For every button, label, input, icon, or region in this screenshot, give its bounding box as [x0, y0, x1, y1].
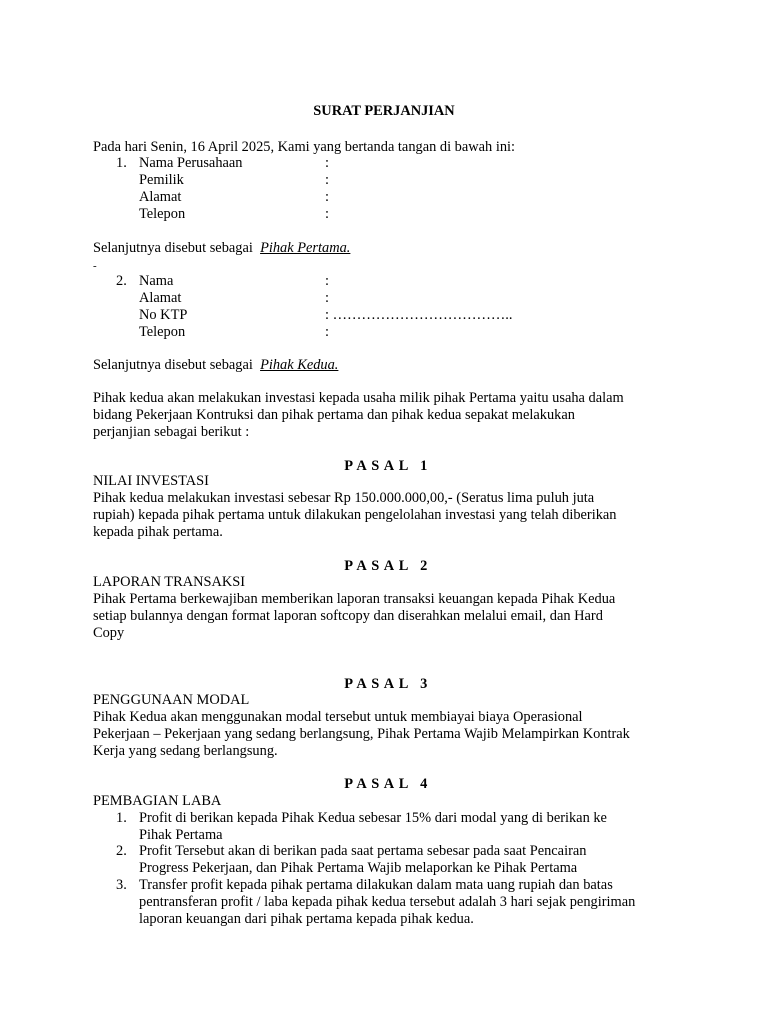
intro-line: Pihak kedua akan melakukan investasi kepada usaha milik pihak Pertama yaitu usaha dalam [93, 390, 624, 406]
party2-field-address: Alamat [139, 290, 182, 306]
party1-colon: : [325, 189, 329, 205]
pasal4-subtitle: PEMBAGIAN LABA [93, 793, 222, 809]
pasal1-subtitle: NILAI INVESTASI [93, 473, 209, 489]
pasal4-item-line: Profit Tersebut akan di berikan pada saat pertama sebesar pada saat Pencairan [139, 843, 587, 859]
party1-field-address: Alamat [139, 189, 182, 205]
pasal4-item-number: 3. [116, 877, 127, 893]
pasal3-line: Pekerjaan – Pekerjaan yang sedang berlangsung, Pihak Pertama Wajib Melampirkan Kontrak [93, 726, 630, 742]
pasal1-line: kepada pihak pertama. [93, 524, 223, 540]
party2-field-name: Nama [139, 273, 174, 289]
pasal4-item-line: Transfer profit kepada pihak pertama dilakukan dalam mata uang rupiah dan batas [139, 877, 613, 893]
pasal1-heading: PASAL 1 [344, 458, 432, 474]
party1-number: 1. [116, 155, 127, 171]
opening-line: Pada hari Senin, 16 April 2025, Kami yang bertanda tangan di bawah ini: [93, 139, 516, 155]
pasal3-subtitle: PENGGUNAAN MODAL [93, 692, 250, 708]
dash-mark: - [93, 260, 97, 272]
pasal4-heading: PASAL 4 [344, 776, 432, 792]
party1-field-owner: Pemilik [139, 172, 184, 188]
party2-ktp-value: : ……………………………….. [325, 307, 513, 323]
party2-field-phone: Telepon [139, 324, 186, 340]
pasal4-item-line: laporan keuangan dari pihak pertama kepada pihak kedua. [139, 911, 474, 927]
pasal4-item-number: 2. [116, 843, 127, 859]
pasal2-line: setiap bulannya dengan format laporan softcopy dan diserahkan melalui email, dan Hard [93, 608, 603, 624]
pasal2-line: Copy [93, 625, 125, 641]
pasal1-line: rupiah) kepada pihak pertama untuk dilakukan pengelolahan investasi yang telah diberikan [93, 507, 617, 523]
party1-field-phone: Telepon [139, 206, 186, 222]
party2-colon: : [325, 290, 329, 306]
party1-colon: : [325, 206, 329, 222]
party1-colon: : [325, 155, 329, 171]
pasal3-line: Pihak Kedua akan menggunakan modal tersebut untuk membiayai biaya Operasional [93, 709, 583, 725]
pasal2-subtitle: LAPORAN TRANSAKSI [93, 574, 246, 590]
pasal4-item-line: Profit di berikan kepada Pihak Kedua sebesar 15% dari modal yang di berikan ke [139, 810, 607, 826]
pasal2-heading: PASAL 2 [344, 558, 432, 574]
party1-colon: : [325, 172, 329, 188]
pasal4-item-line: Progress Pekerjaan, dan Pihak Pertama Wajib melaporkan ke Pihak Pertama [139, 860, 578, 876]
intro-line: bidang Pekerjaan Kontruksi dan pihak pertama dan pihak kedua sepakat melakukan [93, 407, 575, 423]
party2-designation-name: Pihak Kedua. [260, 357, 339, 373]
party2-colon: : [325, 273, 329, 289]
party1-field-company: Nama Perusahaan [139, 155, 243, 171]
party2-colon: : [325, 324, 329, 340]
designation-prefix: Selanjutnya disebut sebagai [93, 240, 253, 256]
pasal4-item-line: Pihak Pertama [139, 827, 223, 843]
party2-field-ktp: No KTP [139, 307, 188, 323]
pasal3-line: Kerja yang sedang berlangsung. [93, 743, 278, 759]
party1-designation-name: Pihak Pertama. [260, 240, 351, 256]
pasal4-item-line: pentransferan profit / laba kepada pihak kedua tersebut adalah 3 hari sejak pengiriman [139, 894, 636, 910]
party2-number: 2. [116, 273, 127, 289]
designation-prefix: Selanjutnya disebut sebagai [93, 357, 253, 373]
pasal3-heading: PASAL 3 [344, 676, 432, 692]
pasal4-item-number: 1. [116, 810, 127, 826]
party2-designation [93, 357, 338, 374]
pasal1-line: Pihak kedua melakukan investasi sebesar Rp 150.000.000,00,- (Seratus lima puluh juta [93, 490, 595, 506]
document-title: SURAT PERJANJIAN [313, 103, 455, 119]
pasal2-line: Pihak Pertama berkewajiban memberikan laporan transaksi keuangan kepada Pihak Kedua [93, 591, 616, 607]
intro-line: perjanjian sebagai berikut : [93, 424, 250, 440]
party1-designation [93, 240, 350, 257]
